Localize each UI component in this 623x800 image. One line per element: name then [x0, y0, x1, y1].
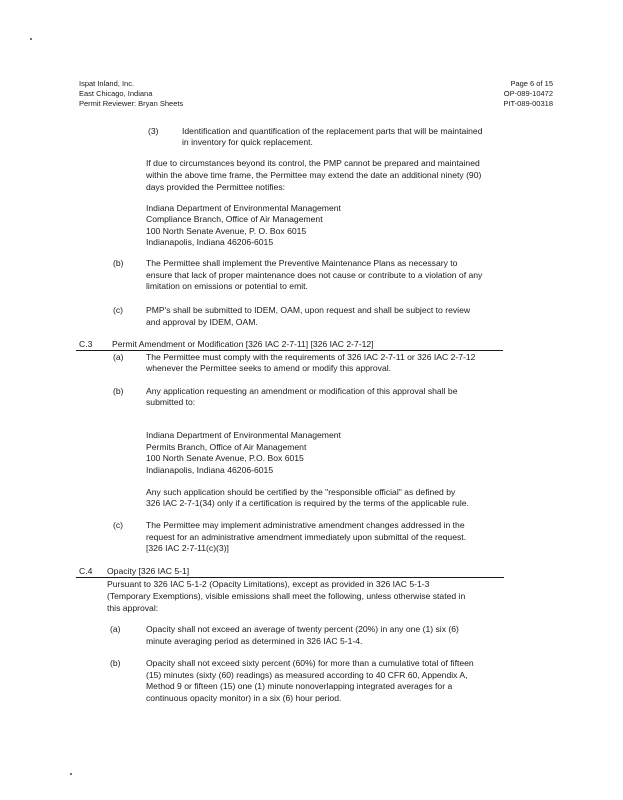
section-title: Opacity [326 IAC 5-1] [107, 566, 190, 576]
item-line: in inventory for quick replacement. [182, 137, 313, 147]
address-line: Indiana Department of Environmental Management [146, 430, 341, 440]
address-line: Indianapolis, Indiana 46206-6015 [146, 465, 274, 475]
item-line: request for an administrative amendment immediately upon submittal of the request. [146, 532, 467, 542]
item-line: The Permittee shall implement the Preventive Maintenance Plans as necessary to [146, 258, 458, 268]
item-line: and approval by IDEM, OAM. [146, 317, 258, 327]
item-line: Opacity shall not exceed an average of twenty percent (20%) in any one (1) six (6) [146, 624, 459, 634]
header-location: East Chicago, Indiana [79, 89, 153, 98]
item-line: Any application requesting an amendment or modification of this approval shall be [146, 386, 458, 396]
paragraph-line: Any such application should be certified by the "responsible official" as defined by [146, 487, 456, 497]
item-line: [326 IAC 2-7-11(c)(3)] [146, 543, 229, 553]
header-plt-id: PIT-089-00318 [503, 99, 553, 108]
item-line: Opacity shall not exceed sixty percent (60%) for more than a cumulative total of fifteen [146, 658, 474, 668]
address-line: Permits Branch, Office of Air Management [146, 442, 307, 452]
header-reviewer: Permit Reviewer: Bryan Sheets [79, 99, 184, 108]
address-line: Indiana Department of Environmental Management [146, 203, 341, 213]
section-number: C.4 [79, 566, 93, 576]
item-label: (a) [110, 624, 121, 634]
header-company: Ispat Inland, Inc. [79, 79, 135, 88]
section-number: C.3 [79, 339, 93, 349]
paragraph-line: this approval: [107, 603, 159, 613]
header-permit-id: OP-089-10472 [503, 89, 553, 98]
item-line: ensure that lack of proper maintenance does not cause or contribute to a violation of any [146, 270, 483, 280]
item-line: (15) minutes (sixty (60) readings) as measured according to 40 CFR 60, Appendix A, [146, 670, 468, 680]
section-rule [76, 350, 503, 351]
address-line: Indianapolis, Indiana 46206-6015 [146, 237, 274, 247]
address-line: 100 North Senate Avenue, P. O. Box 6015 [146, 226, 307, 236]
scan-speck [70, 773, 72, 775]
item-label: (3) [148, 126, 159, 136]
item-line: Method 9 or fifteen (15) one (1) minute nonoverlapping integrated averages for a [146, 681, 453, 691]
header-page-number: Page 6 of 15 [510, 79, 553, 88]
item-label: (a) [113, 352, 124, 362]
paragraph-line: Pursuant to 326 IAC 5-1-2 (Opacity Limitations), except as provided in 326 IAC 5-1-3 [107, 579, 430, 589]
section-title: Permit Amendment or Modification [326 IAC 2-7-11] [326 IAC 2-7-12] [112, 339, 374, 349]
item-line: whenever the Permittee seeks to amend or modify this approval. [146, 363, 392, 373]
item-line: The Permittee may implement administrative amendment changes addressed in the [146, 520, 465, 530]
item-label: (b) [113, 258, 124, 268]
paragraph-line: days provided the Permittee notifies: [146, 182, 286, 192]
item-line: continuous opacity monitor) in a six (6) hour period. [146, 693, 342, 703]
paragraph-line: (Temporary Exemptions), visible emissions shall meet the following, unless otherwise stated in [107, 591, 466, 601]
paragraph-line: If due to circumstances beyond its control, the PMP cannot be prepared and maintained [146, 158, 480, 168]
item-label: (c) [113, 305, 124, 315]
item-label: (c) [113, 520, 124, 530]
address-line: 100 North Senate Avenue, P.O. Box 6015 [146, 453, 304, 463]
item-line: Identification and quantification of the replacement parts that will be maintained [182, 126, 483, 136]
item-label: (b) [113, 386, 124, 396]
address-line: Compliance Branch, Office of Air Management [146, 214, 323, 224]
paragraph-line: within the above time frame, the Permittee may extend the date an additional ninety (90) [146, 170, 482, 180]
item-line: limitation on emissions or potential to emit. [146, 281, 308, 291]
paragraph-line: 326 IAC 2-7-1(34) only if a certification is required by the terms of the applicable rule. [146, 498, 469, 508]
item-line: The Permittee must comply with the requirements of 326 IAC 2-7-11 or 326 IAC 2-7-12 [146, 352, 476, 362]
item-line: PMP's shall be submitted to IDEM, OAM, upon request and shall be subject to review [146, 305, 471, 315]
item-label: (b) [110, 658, 121, 668]
item-line: minute averaging period as determined in 326 IAC 5-1-4. [146, 636, 363, 646]
section-rule [76, 577, 504, 578]
scan-speck [30, 38, 32, 40]
item-line: submitted to: [146, 397, 196, 407]
